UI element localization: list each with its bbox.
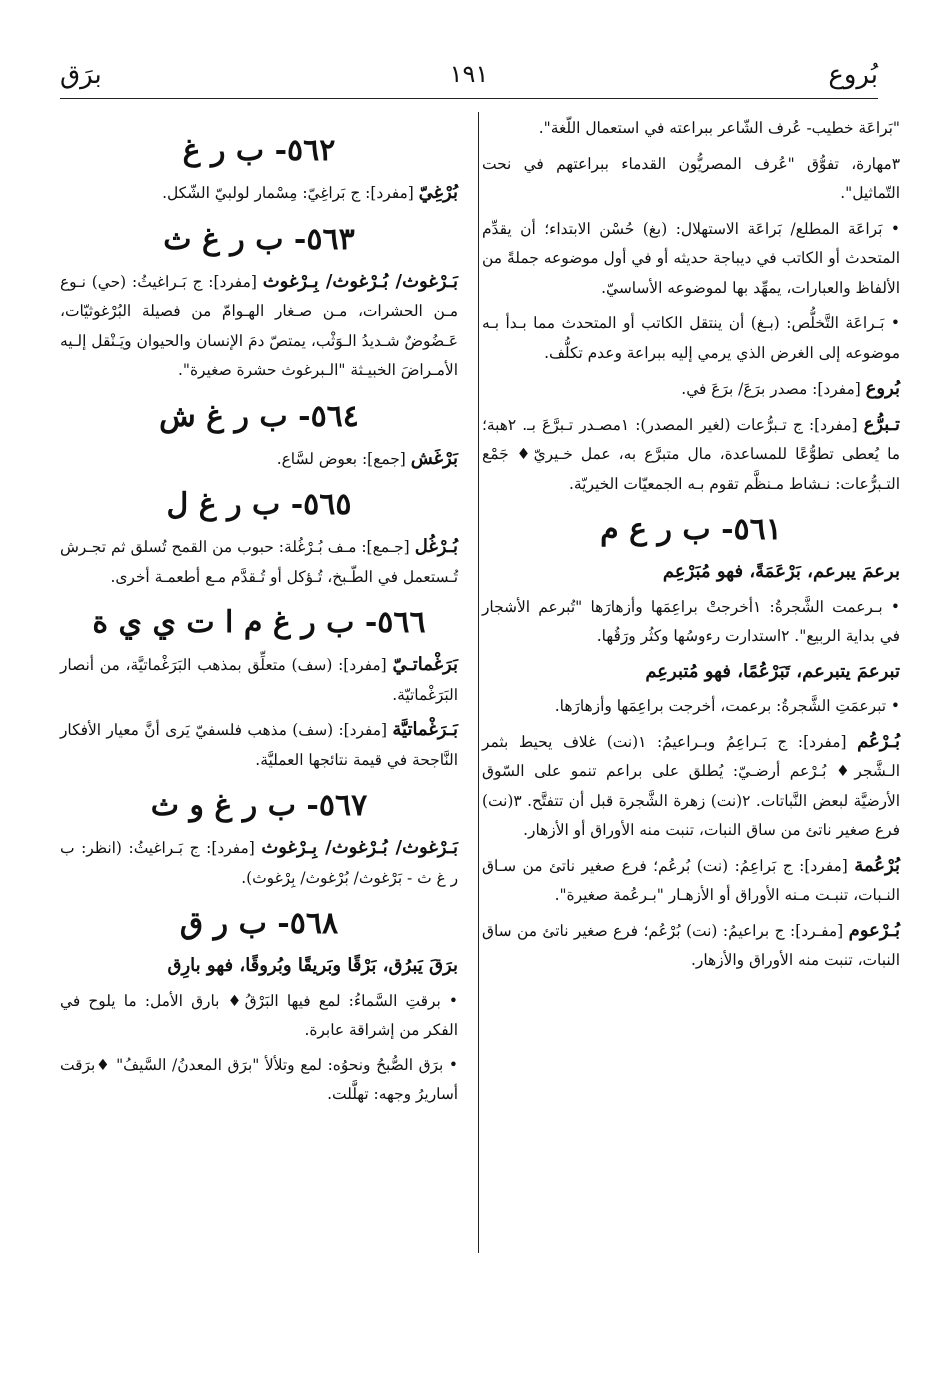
- entry-text: "بَراعَة خطيب- عُرف الشّاعر ببراعته في استعمال اللّغة".: [538, 119, 900, 137]
- right-column: [482, 114, 900, 981]
- entry-definition: [مفرد]: ج بَـراعِمُ وبـراعيمُ: ١(نت) غلاف يحيط بثمر الـشَّجر♦ بُـرْعم أرضـيّ: يُطلق على براعم تنمو على السّوق الأرضيَّة لبعض النَّباتات. ٢(نت) زهرة الشَّجرة قبل أن تتفتَّح. ٣(نت) فرع صغير ناتئ من ساق النبات، تنبت منه الأوراق أو الأزهار.: [482, 732, 900, 839]
- entry-headword: بُروع: [865, 378, 900, 399]
- header-guide-word-right: بُروع: [828, 60, 878, 90]
- entry-headword: بَـرَغْماتيَّة: [392, 719, 458, 740]
- header-guide-word-left: برَق: [60, 60, 102, 90]
- dictionary-entry: [482, 410, 900, 500]
- entry-headword: بَـرْغوث/ بُـرْغوث/ بِـرْغوث: [262, 270, 458, 292]
- column-divider: [478, 112, 479, 1253]
- entry-definition: [مفرد]: (سف) متعلِّق بمذهب البَرَغْماتيَّة، من أنصار البَرَغْماتيّة.: [60, 656, 458, 704]
- entry-definition: [جمع]: بعوض لسَّاع.: [276, 449, 406, 468]
- dictionary-entry: [60, 532, 458, 592]
- entry-definition: [مفرد]: ج بَـراغيثُ: (حي) نـوع مـن الحشرات، مـن صـغار الهـوامّ من فصيلة البُرْغوثيّات، عَـضُوضٌ شـديدُ الـوَثْب، يمتصّ دمَ الإنسان والحيوان ويَـنْقل إلـيه الأمـراضَ الخبيـثة "الـبرغوث حشرة صغيرة".: [60, 272, 458, 379]
- root-section-title: ٥٦١- ب ر ع م: [600, 512, 782, 547]
- root-section-title: ٥٦٧- ب ر غ و ث: [150, 788, 368, 823]
- dictionary-entry: [60, 267, 458, 386]
- dictionary-entry: [60, 715, 458, 775]
- page-number: ١٩١: [449, 60, 489, 88]
- entry-definition: [مفرد]: (سف) مذهب فلسفيّ يَرى أنَّ معيار الأفكار النَّاجحة في قيمة نتائجها العمليَّة.: [60, 721, 458, 769]
- dictionary-entry: [60, 444, 458, 475]
- entry-definition: [مفرد]: ج بَراعِمُ: (نت) بُرعُم؛ فرع صغير ناتئ من سـاق النـبات، تنبـت مـنه الأوراق أو الأزهـار "بـرعُمة صغيرة".: [482, 856, 900, 904]
- root-section-title: ٥٦٢- ب ر غ: [182, 133, 336, 168]
- dictionary-entry: [482, 374, 900, 405]
- dictionary-entry: [60, 650, 458, 710]
- dictionary-entry: [60, 178, 458, 209]
- entry-headword: بُـرْعوم: [848, 919, 900, 941]
- entry-text: ٣مهارة، تفوُّق "عُرف المصريُّون القدماء ببراعتهم في نحت التّماثيل".: [482, 154, 900, 202]
- root-section-title: ٥٦٤- ب ر غ ش: [159, 398, 359, 434]
- root-section-title: ٥٦٨- ب ر ق: [179, 906, 339, 941]
- entry-sense: • تبرعمَتِ الشَّجرةُ: برعمت، أخرجت براعِمَها وأزهارَها.: [554, 697, 900, 715]
- entry-headword: بُرْعُمة: [854, 854, 900, 876]
- entry-headword: بُرْغِيّ: [418, 182, 458, 203]
- entry-definition: [مفـرد]: ج براعيمُ: (نت) بُرْعُم؛ فرع صغير ناتئ من ساق النبات، تنبت منه الأوراق والأزهار.: [482, 921, 900, 969]
- entry-headword: تبرعمَ يتبرعم، تَبَرْعُمًا، فهو مُتبرعِم: [645, 660, 900, 682]
- root-section-title: ٥٦٦- ب ر غ م ا ت ي ي ة: [92, 605, 426, 640]
- entry-sense: • برَق الصُّبحُ ونحوُه: لمع وتلألأ "برَق المعدنُ/ السَّيفُ" ♦برَقت أساريرُ وجهه: تهلَّلت.: [60, 1055, 458, 1103]
- dictionary-entry: [60, 833, 458, 893]
- root-section-title: ٥٦٥- ب ر غ ل: [166, 487, 352, 522]
- entry-headword: برعمَ يبرعم، بَرْعَمَةً، فهو مُبَرْعِم: [662, 561, 900, 582]
- dictionary-entry: [482, 916, 900, 976]
- dictionary-entry: [482, 557, 900, 588]
- dictionary-entry: [482, 851, 900, 911]
- dictionary-entry: [60, 951, 458, 982]
- entry-headword: بَرْغَش: [410, 447, 458, 469]
- entry-headword: برَقَ يَبرُق، بَرْقًا وبَريقًا وبُروقًا، فهو بارِق: [167, 955, 458, 976]
- entry-sense: • بـرعمت الشَّجرةُ: ١أخرجتْ براعِمَها وأزهارَها "تُبرعم الأشجار في بداية الربيع". ٢استدارت رءوسُها وكثُر ورَقُها.: [482, 597, 900, 645]
- entry-headword: تـبرُّع: [863, 413, 900, 435]
- left-column: [60, 114, 458, 1115]
- entry-sense: • بَـراعَة التَّخلُّص: (بـغ) أن ينتقل الكاتب أو المتحدث مما بـدأ بـه موضوعه إلى الغرض الذي يرمي إليه ببراعة وعدم تكلُّف.: [482, 314, 900, 362]
- root-section-title: ٥٦٣- ب ر غ ث: [163, 221, 355, 257]
- entry-definition: [مفرد]: مصدر برَعَ/ برَعَ في.: [681, 380, 861, 398]
- entry-definition: [مفرد]: ج تـبرُّعات (لغير المصدر): ١مصـدر تـبرَّعَ بـ. ٢هبة؛ ما يُعطى تطوُّعًا للمساعدة، مال متبرَّع به، عمل خـيريّ♦ جَمْع التـبرُّعات: نـشاط مـنظَّم تقوم بـه الجمعيّات الخيريّة.: [482, 415, 900, 493]
- dictionary-entry: [482, 657, 900, 688]
- entry-sense: • بَراعَة المطلع/ بَراعَة الاستهلال: (بغ) حُسْن الابتداء؛ أن يقدِّم المتحدث أو الكاتب في ديباجة حديثه أو في أول موضوعه جملةً من الألفاظ والعبارات، يمهِّد بها لموضوعه الأساسيّ.: [482, 219, 900, 297]
- entry-definition: [جـمع]: مـف بُـرْغُلة: حبوب من القمح تُسلق ثم تجـرش تُـستعمل في الطّـبخ، تُـؤكل أو تُـقدَّم مـع أطعمـة أخرى.: [60, 538, 458, 586]
- entry-headword: بَرَغْماتـيّ: [392, 654, 458, 675]
- dictionary-entry: [482, 727, 900, 846]
- entry-headword: بَـرْغوث/ بُـرْغوث/ بِـرْغوث: [261, 837, 458, 858]
- entry-sense: • برقتِ السَّماءُ: لمع فيها البَرْقُ♦ بارق الأمل: ما يلوح في الفكر من إشراقة عابرة.: [60, 991, 458, 1039]
- entry-definition: [مفرد]: ج بَـراغيثُ: (انظر: ب ر غ ث - بَرْغوث/ بُرْغوث/ بِرْغوث).: [60, 839, 458, 887]
- header-rule: [60, 98, 878, 99]
- entry-definition: [مفرد]: ج بَراغِيّ: مِسْمار لولبيّ الشّكل.: [162, 184, 414, 202]
- entry-headword: بُـرْغُل: [414, 536, 458, 557]
- page-header: [60, 56, 878, 100]
- entry-headword: بُـرْعُم: [857, 730, 900, 752]
